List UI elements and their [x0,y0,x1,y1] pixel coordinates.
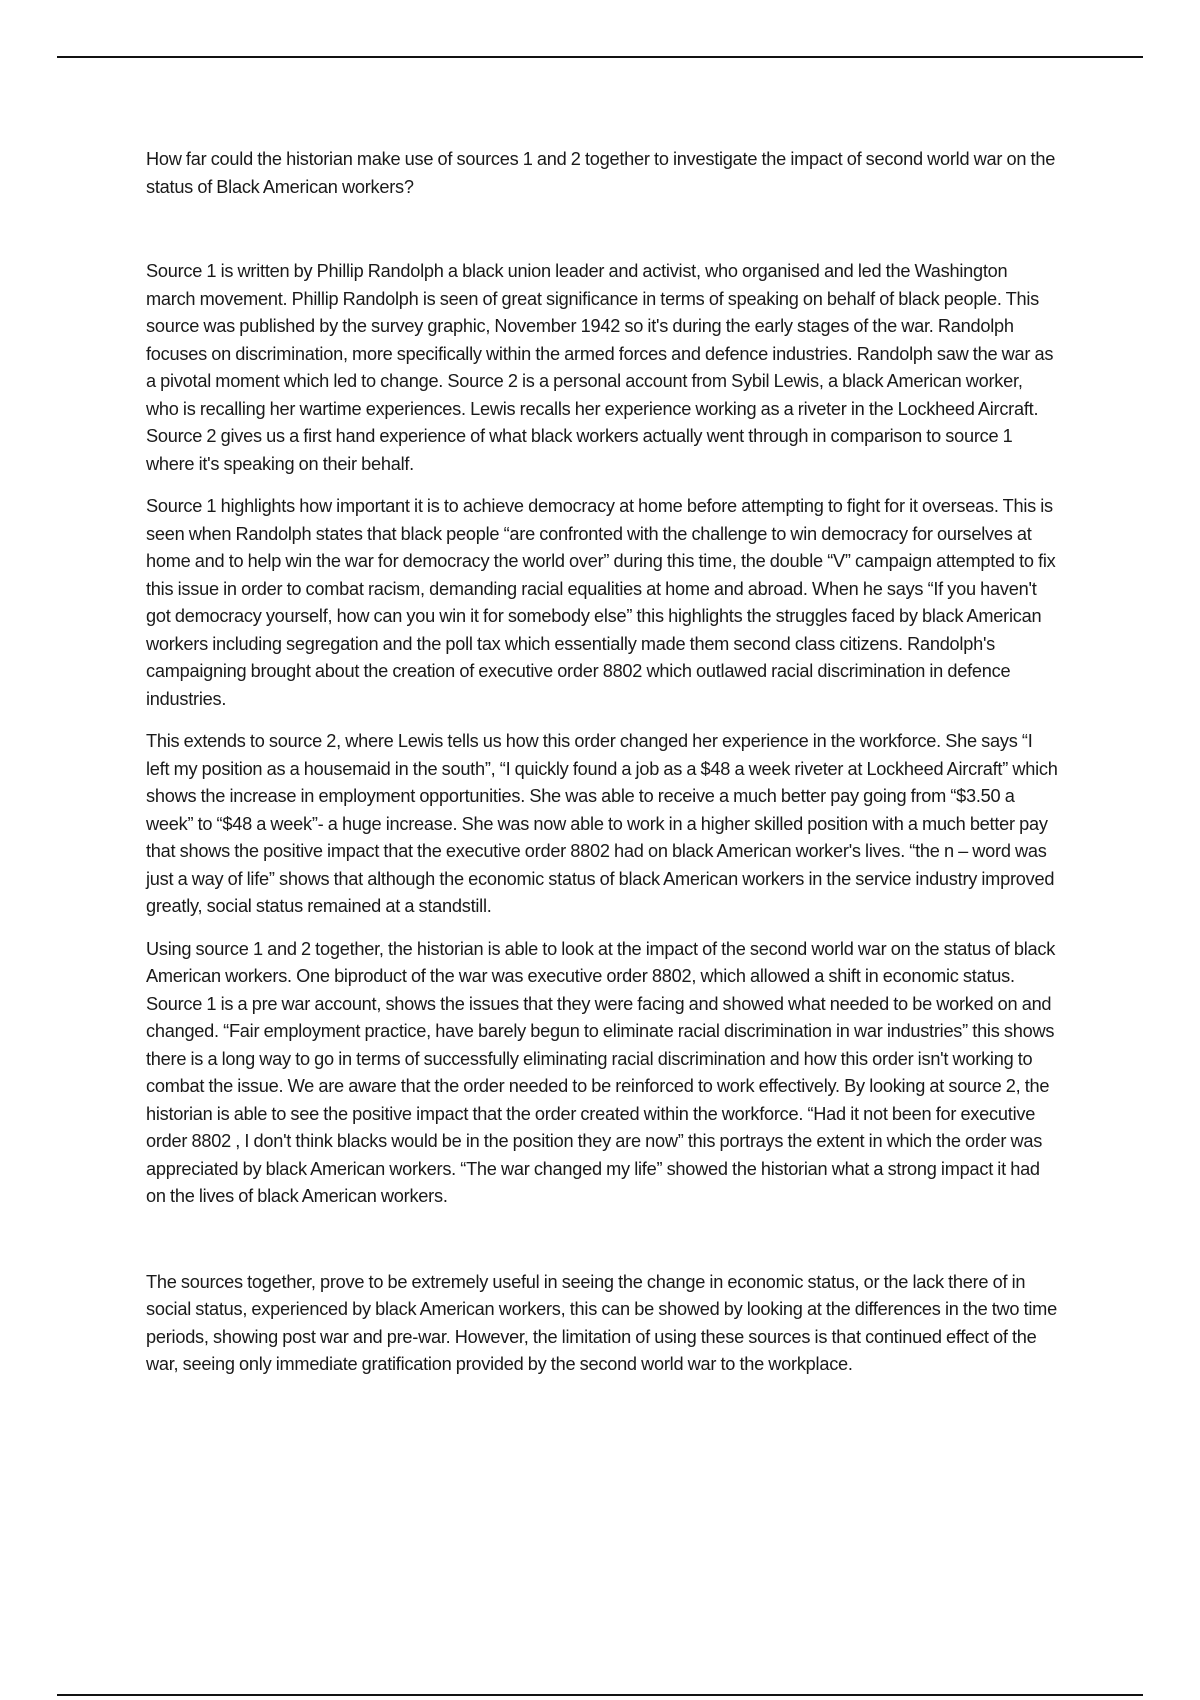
paragraph-sources-together: Using source 1 and 2 together, the historian is able to look at the impact of the second world war on the status of black American workers. One biproduct of the war was executive order 8802, which allowed a shift in economic status. Source 1 is a pre war account, shows the issues that they were facing and showed what needed to be worked on and changed. “Fair employment practice, have barely begun to eliminate racial discrimination in war industries” this shows there is a long way to go in terms of successfully eliminating racial discrimination and how this order isn't working to combat the issue. We are aware that the order needed to be reinforced to work effectively. By looking at source 2, the historian is able to see the positive impact that the order created within the workforce. “Had it not been for executive order 8802 , I don't think blacks would be in the position they are now” this portrays the extent in which the order was appreciated by black American workers. “The war changed my life” showed the historian what a strong impact it had on the lives of black American workers. [146,938,1056,1206]
paragraph-conclusion: The sources together, prove to be extremely useful in seeing the change in economic status, or the lack there of in social status, experienced by black American workers, this can be showed by looking at the differences in the two time periods, showing post war and pre-war. However, the limitation of using these sources is that continued effect of the war, seeing only immediate gratification provided by the second world war to the workplace. [146,1271,1057,1374]
header-rule [57,56,1143,58]
paragraph-source-2-analysis: This extends to source 2, where Lewis tells us how this order changed her experience in the workforce. She says “I left my position as a housemaid in the south”, “I quickly found a job as a $48 a week riveter at Lockheed Aircraft” which shows the increase in employment opportunities. She was able to receive a much better pay going from “$3.50 a week” to “$48 a week”- a huge increase. She was now able to work in a higher skilled position with a much better pay that shows the positive impact that the executive order 8802 had on black American worker's lives. “the n – word was just a way of life” shows that although the economic status of black American workers in the service industry improved greatly, social status remained at a standstill. [146,731,1058,916]
paragraph-source-introduction: Source 1 is written by Phillip Randolph a black union leader and activist, who organised and led the Washington march movement. Phillip Randolph is seen of great significance in terms of speaking on behalf of black people. This source was published by the survey graphic, November 1942 so it's during the early stages of the war. Randolph focuses on discrimination, more specifically within the armed forces and defence industries. Randolph saw the war as a pivotal moment which led to change. Source 2 is a personal account from Sybil Lewis, a black American worker, who is recalling her wartime experiences. Lewis recalls her experience working as a riveter in the Lockheed Aircraft. Source 2 gives us a first hand experience of what black workers actually went through in comparison to source 1 where it's speaking on their behalf. [146,261,1054,474]
paragraph-source-1-analysis: Source 1 highlights how important it is to achieve democracy at home before attempting to fight for it overseas. This is seen when Randolph states that black people “are confronted with the challenge to win democracy for ourselves at home and to help win the war for democracy the world over” during this time, the double “V” campaign attempted to fix this issue in order to combat racism, demanding racial equalities at home and abroad. When he says “If you haven't got democracy yourself, how can you win it for somebody else” this highlights the struggles faced by black American workers including segregation and the poll tax which essentially made them second class citizens. Randolph's campaigning brought about the creation of executive order 8802 which outlawed racial discrimination in defence industries. [146,496,1056,709]
document-body [146,146,1058,1394]
essay-question: How far could the historian make use of sources 1 and 2 together to investigate the impact of second world war on the status of Black American workers? [146,149,1056,197]
footer-rule [57,1694,1143,1696]
